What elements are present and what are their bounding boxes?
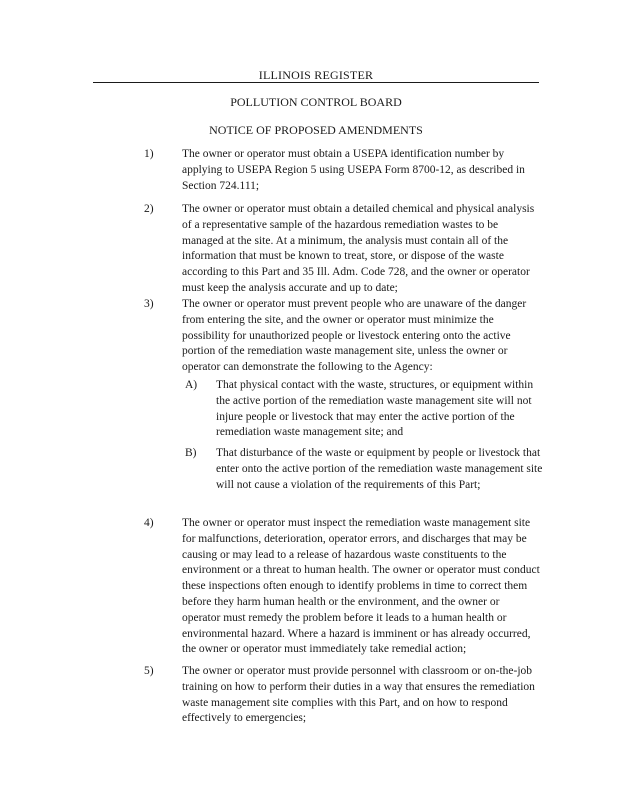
sub-item-letter: B) bbox=[185, 447, 197, 459]
header-rule bbox=[93, 82, 539, 83]
sub-item-text: That disturbance of the waste or equipment by people or livestock that enter onto the active portion of the remediation waste management site will not cause a violation of the requirements of this Part; bbox=[216, 447, 543, 491]
item-text: The owner or operator must obtain a USEPA identification number by applying to USEPA Region 5 using USEPA Form 8700-12, as described in Section 724.111; bbox=[182, 148, 525, 192]
item-number: 1) bbox=[144, 148, 154, 160]
item-text: The owner or operator must obtain a detailed chemical and physical analysis of a representative sample of the hazardous remediation wastes to be managed at the site. At a minimum, the analysis must contain all of the information that must be known to treat, store, or dispose of the waste according to this Part and 35 Ill. Adm. Code 728, and the owner or operator must keep the analysis accurate and up to date; bbox=[182, 203, 535, 294]
item-text: The owner or operator must inspect the remediation waste management site for malfunctions, deterioration, operator errors, and discharges that may be causing or may lead to a release of hazardous waste constituents to the environment or a threat to human health. The owner or operator must conduct these inspections often enough to identify problems in time to correct them before they harm human health or the environment, and the owner or operator must remedy the problem before it leads to a human health or environmental hazard. Where a hazard is imminent or has already occurred, the owner or operator must immediately take remedial action; bbox=[182, 517, 540, 656]
item-number: 2) bbox=[144, 203, 154, 215]
item-number: 5) bbox=[144, 665, 154, 677]
sub-item-letter: A) bbox=[185, 379, 198, 391]
register-title: ILLINOIS REGISTER bbox=[258, 68, 374, 82]
item-number: 4) bbox=[144, 517, 154, 529]
notice-title: NOTICE OF PROPOSED AMENDMENTS bbox=[209, 123, 423, 137]
board-name: POLLUTION CONTROL BOARD bbox=[230, 95, 402, 109]
item-text: The owner or operator must provide personnel with classroom or on-the-job training on how to perform their duties in a way that ensures the remediation waste management site complies with this Part, and on how to respond effectively to emergencies; bbox=[182, 665, 535, 725]
item-text: The owner or operator must prevent people who are unaware of the danger from entering the site, and the owner or operator must minimize the possibility for unauthorized people or livestock entering onto the active portion of the remediation waste management site, unless the owner or operator can demonstrate the following to the Agency: bbox=[182, 298, 527, 374]
sub-item-text: That physical contact with the waste, structures, or equipment within the active portion of the remediation waste management site will not injure people or livestock that may enter the active portion of the remediation waste management site; and bbox=[216, 379, 534, 439]
item-number: 3) bbox=[144, 298, 154, 310]
